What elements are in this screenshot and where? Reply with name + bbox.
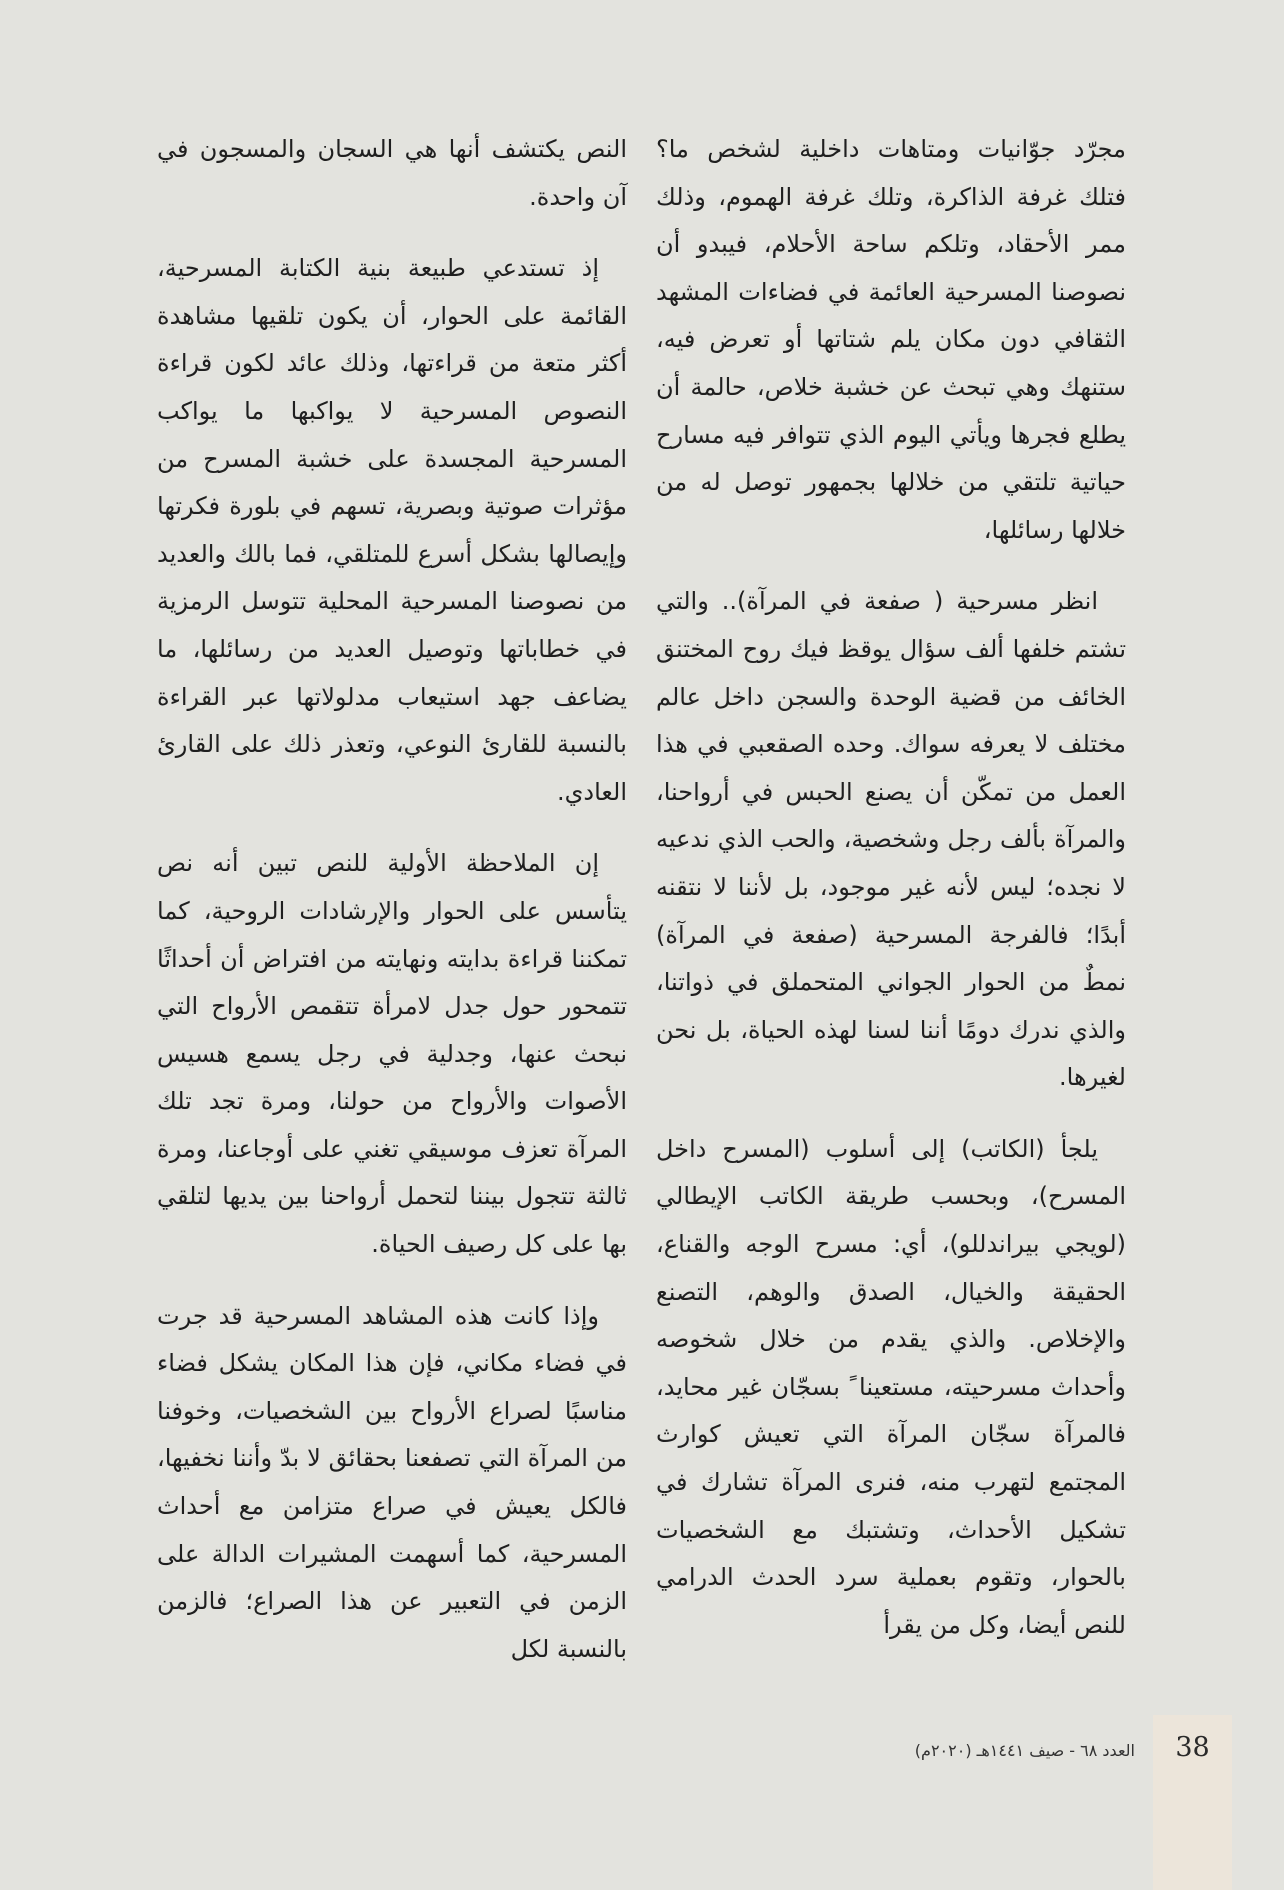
left-text-column (157, 126, 627, 1697)
issue-info: العدد ٦٨ - صيف ١٤٤١هـ (٢٠٢٠م) (914, 1741, 1135, 1760)
paragraph: إذ تستدعي طبيعة بنية الكتابة المسرحية، القائمة على الحوار، أن يكون تلقيها مشاهدة أكثر متعة من قراءتها، وذلك عائد لكون قراءة النصوص المسرحية لا يواكبها ما يواكب المسرحية المجسدة على خشبة المسرح من مؤثرات صوتية وبصرية، تسهم في بلورة فكرتها وإيصالها بشكل أسرع للمتلقي، فما بالك والعديد من نصوصنا المسرحية المحلية تتوسل الرمزية في خطاباتها وتوصيل العديد من رسائلها، ما يضاعف جهد استيعاب مدلولاتها عبر القراءة بالنسبة للقارئ النوعي، وتعذر ذلك على القارئ العادي. (157, 254, 627, 806)
paragraph: وإذا كانت هذه المشاهد المسرحية قد جرت في فضاء مكاني، فإن هذا المكان يشكل فضاء مناسبًا لصراع الأرواح بين الشخصيات، وخوفنا من المرآة التي تصفعنا بحقائق لا بدّ وأننا نخفيها، فالكل يعيش في صراع متزامن مع أحداث المسرحية، كما أسهمت المشيرات الدالة على الزمن في التعبير عن هذا الصراع؛ فالزمن بالنسبة لكل (157, 1301, 627, 1663)
paragraph: يلجأ (الكاتب) إلى أسلوب (المسرح داخل المسرح)، وبحسب طريقة الكاتب الإيطالي (لويجي بيراندللو)، أي: مسرح الوجه والقناع، الحقيقة والخيال، الصدق والوهم، التصنع والإخلاص. والذي يقدم من خلال شخوصه وأحداث مسرحيته، مستعينا ً بسجّان غير محايد، فالمرآة سجّان المرآة التي تعيش كوارث المجتمع لتهرب منه، فنرى المرآة تشارك في تشكيل الأحداث، وتشتبك مع الشخصيات بالحوار، وتقوم بعملية سرد الحدث الدرامي للنص أيضا، وكل من يقرأ (656, 1134, 1126, 1639)
paragraph: النص يكتشف أنها هي السجان والمسجون في آن واحدة. (157, 135, 627, 211)
paragraph: إن الملاحظة الأولية للنص تبين أنه نص يتأسس على الحوار والإرشادات الروحية، كما تمكننا قراءة بدايته ونهايته من افتراض أن أحداثًا تتمحور حول جدل لامرأة تتقمص الأرواح التي نبحث عنها، وجدلية في رجل يسمع هسيس الأصوات والأرواح من حولنا، ومرة تجد تلك المرآة تعزف موسيقي تغني على أوجاعنا، ومرة ثالثة تتجول بيننا لتحمل أرواحنا بين يديها لتلقي بها على كل رصيف الحياة. (157, 849, 627, 1259)
paragraph: مجرّد جوّانيات ومتاهات داخلية لشخص ما؟ فتلك غرفة الذاكرة، وتلك غرفة الهموم، وذلك ممر الأحقاد، وتلكم ساحة الأحلام، فيبدو أن نصوصنا المسرحية العائمة في فضاءات المشهد الثقافي دون مكان يلم شتاتها أو تعرض فيه، ستنهك وهي تبحث عن خشبة خلاص، حالمة أن يطلع فجرها ويأتي اليوم الذي تتوافر فيه مسارح حياتية تلتقي من خلالها بجمهور توصل له من خلالها رسائلها، (656, 135, 1126, 544)
right-text-column (656, 126, 1126, 1673)
paragraph: انظر مسرحية ( صفعة في المرآة).. والتي تشتم خلفها ألف سؤال يوقظ فيك روح المختنق الخائف من قضية الوحدة والسجن داخل عالم مختلف لا يعرفه سواك. وحده الصقعبي في هذا العمل من تمكّن أن يصنع الحبس في أرواحنا، والمرآة بألف رجل وشخصية، والحب الذي ندعيه لا نجده؛ ليس لأنه غير موجود، بل لأننا لا نتقنه أبدًا؛ فالفرجة المسرحية (صفعة في المرآة) نمطٌ من الحوار الجواني المتحملق في ذواتنا، والذي ندرك دومًا أننا لسنا لهذه الحياة، بل نحن لغيرها. (656, 587, 1126, 1092)
page-number: 38 (1175, 1732, 1210, 1763)
